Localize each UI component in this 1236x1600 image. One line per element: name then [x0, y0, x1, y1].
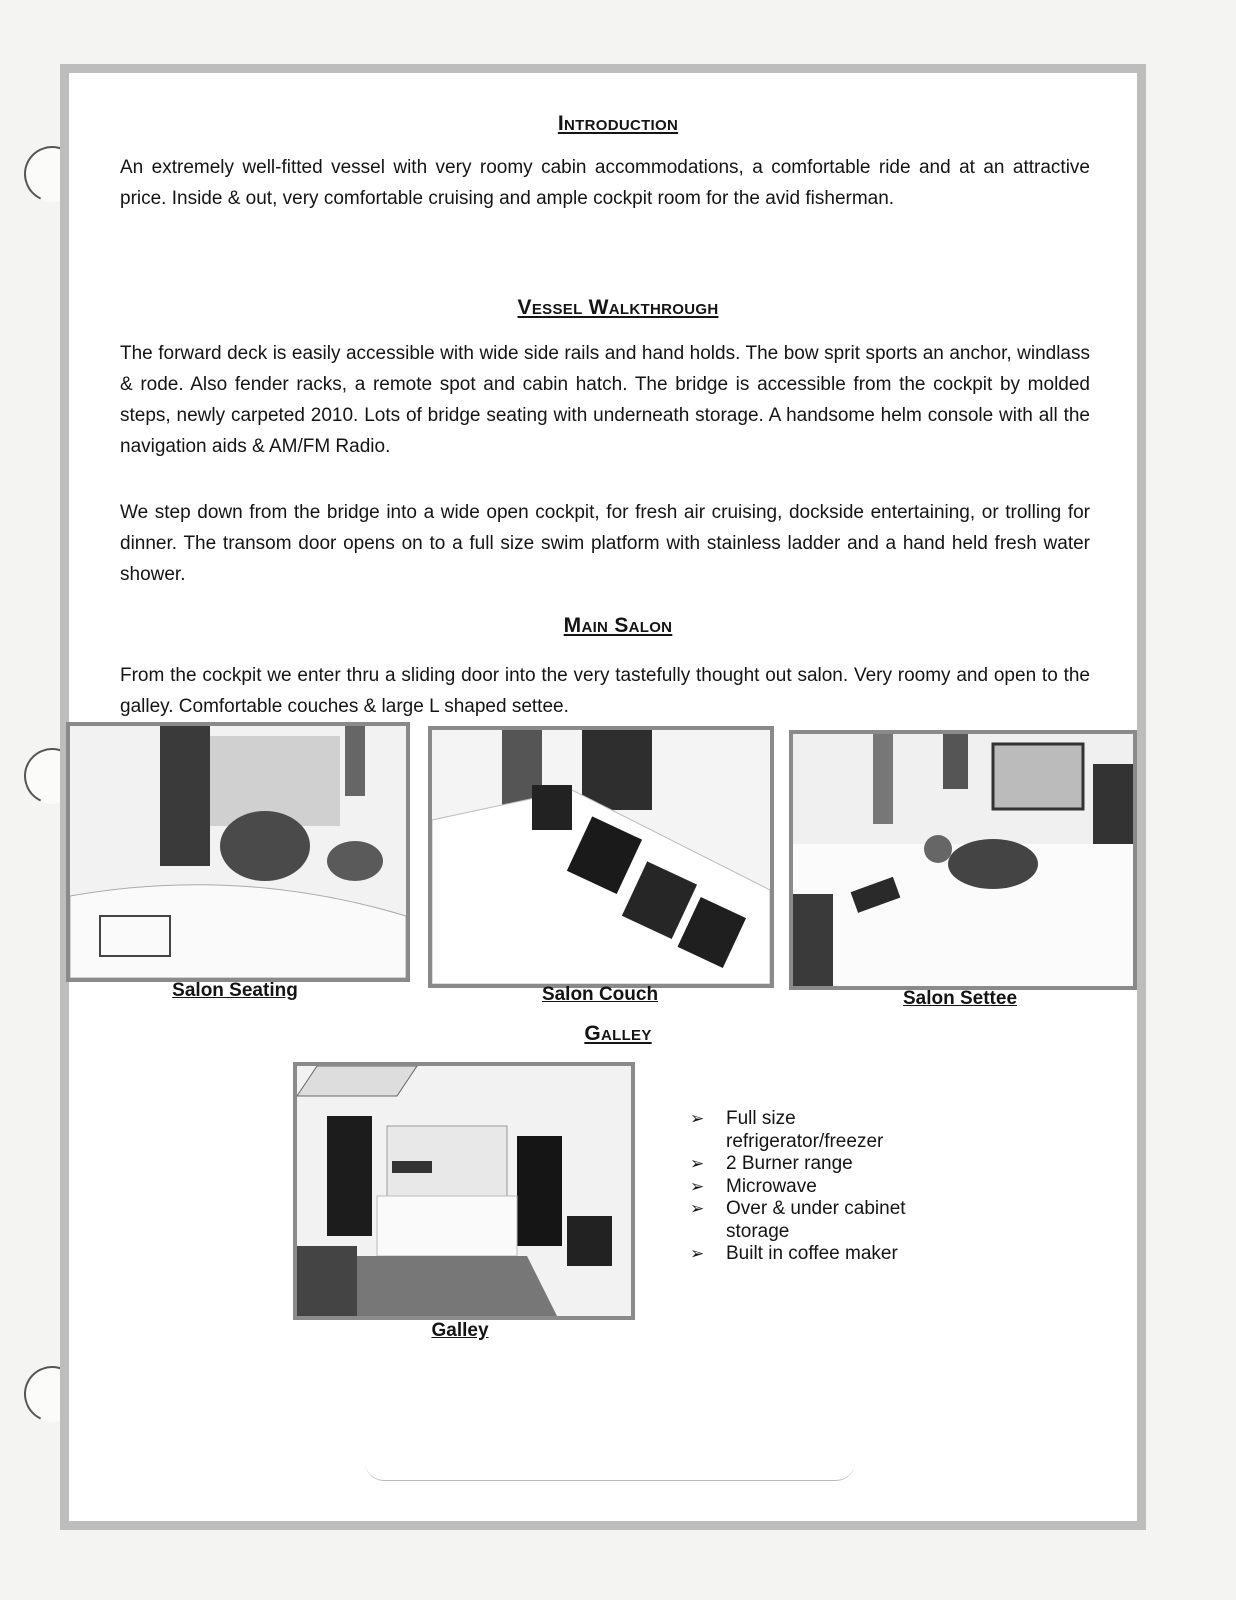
galley-photo [293, 1062, 635, 1320]
arrowhead-bullet-icon: ➢ [690, 1154, 705, 1173]
galley-heading: Galley [584, 1022, 652, 1045]
arrowhead-bullet-icon: ➢ [690, 1199, 705, 1218]
list-item: ➢ Built in coffee maker [690, 1243, 898, 1264]
introduction-heading: Introduction [557, 112, 679, 135]
list-item: ➢ Microwave [690, 1175, 817, 1197]
walkthrough-paragraph-1: The forward deck is easily accessible with wide side rails and hand holds. The bow sprit sports an anchor, windlass & rode. Also fender racks, a remote spot and cabin hatch. The bridge is accessible from the cockpit by molded steps, newly carpeted 2010. Lots of bridge seating with underneath storage. A handsome helm console with all the navigation aids & AM/FM Radio. [120, 343, 1090, 457]
main-salon-text: From the cockpit we enter thru a sliding door into the very tastefully thought out salon. Very roomy and open to the galley. Comfortable couches & large L shaped settee. [120, 665, 1090, 717]
list-item: ➢ Over & under cabinet storage [690, 1198, 906, 1242]
galley-caption: Galley [431, 1320, 489, 1341]
list-item: ➢ 2 Burner range [690, 1153, 853, 1174]
salon-couch-photo [428, 726, 774, 988]
salon-couch-caption: Salon Couch [541, 984, 659, 1005]
introduction-text: An extremely well-fitted vessel with very roomy cabin accommodations, a comfortable ride and at an attractive price. Inside & out, very comfortable cruising and ample cockpit room for the avid fisherman. [120, 157, 1090, 209]
scan-artifact-line [365, 1462, 855, 1481]
arrowhead-bullet-icon: ➢ [690, 1244, 705, 1263]
list-item: ➢ Full size refrigerator/freezer [690, 1108, 884, 1152]
walkthrough-paragraph-2: We step down from the bridge into a wide open cockpit, for fresh air cruising, dockside entertaining, or trolling for dinner. The transom door opens on to a full size swim platform with stainless ladder and a hand held fresh water shower. [120, 502, 1090, 585]
salon-settee-photo [789, 730, 1137, 990]
arrowhead-bullet-icon: ➢ [690, 1176, 705, 1196]
main-salon-heading: Main Salon [563, 614, 673, 637]
walkthrough-heading: Vessel Walkthrough [517, 296, 719, 319]
salon-seating-caption: Salon Seating [172, 980, 298, 1001]
salon-settee-caption: Salon Settee [902, 988, 1018, 1009]
galley-features-list [690, 1108, 950, 1266]
arrowhead-bullet-icon: ➢ [690, 1109, 705, 1128]
salon-seating-photo [66, 722, 410, 982]
